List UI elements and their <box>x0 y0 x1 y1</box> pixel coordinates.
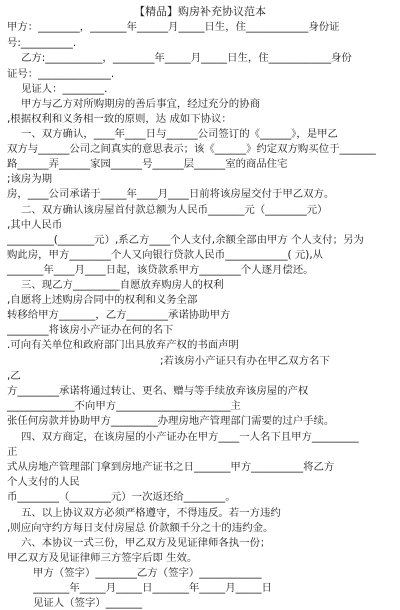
party-b-line: 乙方:___________，________年_____月_____日生，住____________身份 <box>21 52 352 64</box>
clause-3-line: .可向有关单位和政府部门出具放弃产权的书面声明 <box>7 339 239 351</box>
clause-2-line: 二、双方确认该房屋首付款总额为人民币_______元（________元） <box>21 204 328 216</box>
clause-1-line: 房，____公司承诺于_____年____月____日前将该房屋交付于甲乙双方。 <box>7 188 335 200</box>
party-a-line: 甲方：________，_______年______月_____日生，住____________身份证 <box>7 21 340 33</box>
document-title: 【精品】购房补充协议范本 <box>134 5 266 18</box>
signature-date-line: _______年_____月_____日_______年_____月_____日 <box>33 582 272 594</box>
clause-2-line: 购此房，甲方________个人又向银行贷款人民币____________( 元),从 <box>7 249 324 261</box>
party-a-id-line: 号:__________. <box>7 37 77 49</box>
clause-4-line: 个人支付的人民 <box>7 476 80 488</box>
clause-5-line: ,则应向守约方每日支付房屋总 价款额千分之十的违约金。 <box>7 522 274 534</box>
clause-4-line: 式从房地产管理部门拿到房地产证书之日_______甲方__________将乙方 <box>7 461 335 473</box>
preamble-line: 甲方与乙方对所购期房的善后事宜，经过充分的协商 <box>21 98 260 110</box>
party-b-id-line: 证号：______________. <box>7 68 115 80</box>
clause-3-line: _____________不向甲方______________________主 <box>7 400 241 412</box>
clause-3-line: ________将该房小产证办在何的名下 <box>7 324 174 336</box>
clause-3-line: 张任何房款并协助甲方_________办理房地产管理部门需要的过户手续。 <box>7 415 335 427</box>
clause-1-line: ;该房为期 <box>7 173 53 185</box>
clause-2-line: _______年____月____日起，该贷款系甲方________个人逐月偿还。 <box>7 264 314 276</box>
clause-3-line: ,自愿将上述购房合同中的权利和义务全部 <box>7 294 198 306</box>
clause-6-line: 甲乙双方及见证律师三方签字后即 生效。 <box>7 552 198 564</box>
clause-3-line: 三、现乙方_________自愿放弃购房人的权利 <box>21 279 224 291</box>
clause-2-line: ,其中人民币 <box>7 219 63 231</box>
clause-2-line: _________(_______元）,系乙方____个人支付,余额全部由甲方 个人支付；另为 <box>7 234 364 246</box>
clause-4-line: 币________（________元）一次返还给________。 <box>7 491 236 503</box>
signature-line: 甲方（签字）________乙方（签字）____________ <box>33 567 262 579</box>
clause-6-line: 六、本协议一式三份，甲乙双方及见证律师各执一份； <box>21 537 271 549</box>
clause-1-line: 一、双方确认，____年____日与______公司签订的《______》，是甲乙 <box>21 128 338 140</box>
clause-5-line: 五、以上协议双方必须严格遵守，不得违反。若一方违约 <box>21 507 281 519</box>
clause-1-line: 路______弄______家园______号______层______室的商品住宅 <box>7 158 288 170</box>
clause-3-line: ;若该房小产证只有办在甲乙双方名下 <box>160 355 330 367</box>
clause-4-line: 四、双方商定，在该房屋的小产证办在甲方____一人名下且甲方_________ <box>21 431 359 443</box>
witness-signature-line: 见证人（签字）_______ <box>33 597 143 609</box>
clause-3-line: ,乙 <box>7 370 21 382</box>
preamble-line: ,根据权利和义务相一致的原则，达 成如下协议： <box>7 113 232 125</box>
witness-line: 见证人：________. <box>21 83 108 95</box>
clause-4-line: 正 <box>7 446 18 458</box>
clause-3-line: 转移给甲方_______，乙方________承诺协助甲方 <box>7 309 231 321</box>
clause-1-line: 双方与______公司之间真实的意思表示；该《______》约定双方购买位于_______ <box>7 143 376 155</box>
clause-3-line: 方________承诺将通过转让、更名、赠与等手续放弃该房屋的产权 <box>7 385 309 397</box>
